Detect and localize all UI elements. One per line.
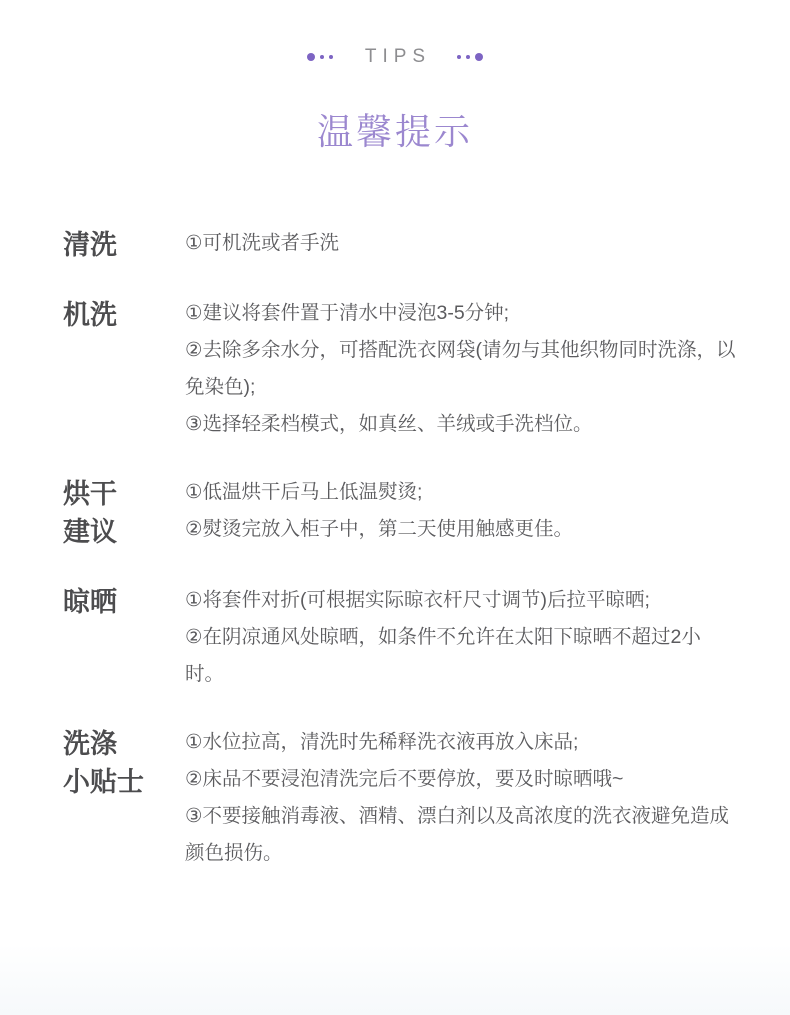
section-label-line: 建议 xyxy=(63,517,117,547)
dot-small xyxy=(329,55,333,59)
care-instruction-line: ③不要接触消毒液、酒精、漂白剂以及高浓度的洗衣液避免造成颜色损伤。 xyxy=(185,805,729,864)
care-sections xyxy=(0,225,790,872)
care-section xyxy=(63,724,738,872)
section-label-line: 烘干 xyxy=(63,479,117,509)
page-header xyxy=(0,0,790,155)
section-label xyxy=(63,582,185,621)
section-label xyxy=(63,724,185,801)
care-instruction-line: ①将套件对折(可根据实际晾衣杆尺寸调节)后拉平晾晒; xyxy=(185,589,650,611)
care-instruction-line: ①建议将套件置于清水中浸泡3-5分钟; xyxy=(185,302,510,324)
section-label-line: 小贴士 xyxy=(63,767,144,797)
care-section xyxy=(63,474,738,551)
section-label xyxy=(63,295,185,334)
section-label xyxy=(63,225,185,264)
section-label-line: 晾晒 xyxy=(63,587,117,617)
section-label-line: 机洗 xyxy=(63,300,117,330)
care-section xyxy=(63,295,738,443)
section-label-line: 清洗 xyxy=(63,230,117,260)
right-dots-icon xyxy=(457,53,483,61)
section-content xyxy=(185,225,738,262)
dot-small xyxy=(466,55,470,59)
section-label xyxy=(63,474,185,551)
care-instruction-line: ①低温烘干后马上低温熨烫; xyxy=(185,481,423,503)
section-content xyxy=(185,582,738,693)
eyebrow-row xyxy=(0,44,790,70)
care-instruction-line: ②去除多余水分，可搭配洗衣网袋(请勿与其他织物同时洗涤，以免染色); xyxy=(185,339,736,398)
care-instruction-line: ①可机洗或者手洗 xyxy=(185,232,339,254)
care-section xyxy=(63,225,738,264)
care-instruction-line: ②熨烫完放入柜子中，第二天使用触感更佳。 xyxy=(185,518,573,540)
eyebrow-text: TIPS xyxy=(364,46,432,67)
section-content xyxy=(185,724,738,872)
care-section xyxy=(63,582,738,693)
care-instruction-line: ②在阴凉通风处晾晒，如条件不允许在太阳下晾晒不超过2小时。 xyxy=(185,626,701,685)
care-instruction-line: ②床品不要浸泡清洗完后不要停放，要及时晾晒哦~ xyxy=(185,768,624,790)
left-dots-icon xyxy=(307,53,333,61)
dot-large xyxy=(307,53,315,61)
dot-small xyxy=(320,55,324,59)
section-label-line: 洗涤 xyxy=(63,729,117,759)
dot-small xyxy=(457,55,461,59)
care-instruction-line: ①水位拉高，清洗时先稀释洗衣液再放入床品; xyxy=(185,731,579,753)
page-title: 温馨提示 xyxy=(316,111,473,152)
section-content xyxy=(185,474,738,548)
section-content xyxy=(185,295,738,443)
dot-large xyxy=(475,53,483,61)
care-instruction-line: ③选择轻柔档模式，如真丝、羊绒或手洗档位。 xyxy=(185,413,593,435)
